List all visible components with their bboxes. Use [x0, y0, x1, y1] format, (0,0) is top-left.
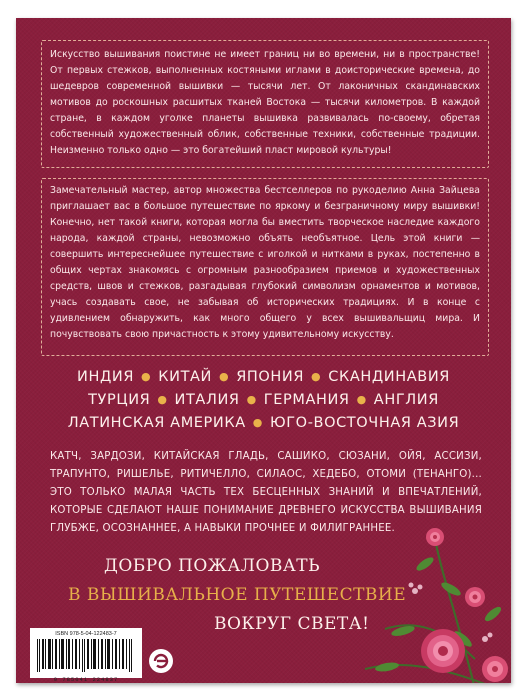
separator-dot-icon: ●	[157, 393, 168, 406]
country-germany: ГЕРМАНИЯ	[263, 392, 350, 408]
countries-row-1	[16, 366, 511, 389]
intro-text	[50, 47, 480, 159]
separator-dot-icon: ●	[311, 370, 322, 383]
country-italy: ИТАЛИЯ	[174, 392, 240, 408]
barcode	[30, 628, 142, 683]
welcome-line-3: ВОКРУГ СВЕТА!	[214, 614, 370, 634]
country-latin-america: ЛАТИНСКАЯ АМЕРИКА	[67, 415, 246, 431]
separator-dot-icon: ●	[246, 393, 257, 406]
separator-dot-icon: ●	[141, 370, 152, 383]
isbn-text: ISBN 978-5-04-122483-7	[55, 631, 117, 637]
barcode-bars-icon	[35, 639, 135, 672]
country-india: ИНДИЯ	[77, 369, 135, 385]
country-china: КИТАЙ	[158, 369, 212, 385]
intro-paragraph-2: Замечательный мастер, автор множества бестселлеров по рукоделию Анна Зайцева приглашает вас в большое путешествие по яркому и безграничному миру вышивки! Конечно, нет такой книги, которая могла бы вместить творческое наследие каждого народа, каждой страны, невозможно объять необъятное. Цель этой книги — совершить интереснейшее путешествие с иголкой и нитками в руках, постепенно в общих чертах знакомясь с огромным разнообразием приемов и художественных средств, швов и стежков, разгадывая глубокий символизм орнаментов и мотивов, учась создавать свое, не забывая об исторических традициях. И в конце с удивлением обнаружить, как много общего у всех вышивальщиц мира. И почувствовать свою причастность к этому удивительному искусству.	[50, 185, 480, 340]
intro-frame	[41, 40, 489, 168]
description-frame	[41, 178, 489, 356]
country-southeast-asia: ЮГО-ВОСТОЧНАЯ АЗИЯ	[269, 415, 460, 431]
intro-paragraph-1: Искусство вышивания поистине не имеет границ ни во времени, ни в пространстве! От первых стежков, выполненных костяными иглами в доисторические времена, до шедевров современной вышивки — тысячи лет. От лаконичных скандинавских мотивов до роскошных расшитых тканей Востока — тысячи километров. В каждой стране, в каждом уголке планеты вышивка развивалась по-своему, обретая собственный художественный облик, собственные техники, собственные традиции. Неизменно только одно — это богатейший пласт мировой культуры!	[50, 49, 480, 156]
country-scandinavia: СКАНДИНАВИЯ	[328, 369, 450, 385]
techniques-text: КАТЧ, ЗАРДОЗИ, КИТАЙСКАЯ ГЛАДЬ, САШИКО, СЮЗАНИ, ОЙЯ, АССИЗИ, ТРАПУНТО, РИШЕЛЬЕ, РИТИЧЕЛЛО, СИЛАОС, ХЕДЕБО, ОТОМИ (ТЕНАНГО)... ЭТО ТОЛЬКО МАЛАЯ ЧАСТЬ ТЕХ БЕСЦЕННЫХ ЗНАНИЙ И ВПЕЧАТЛЕНИЙ, КОТОРЫЕ СДЕЛАЮТ НАШЕ ПОНИМАНИЕ ДРЕВНЕГО ИСКУССТВА ВЫШИВАНИЯ ГЛУБЖЕ, ОСОЗНАННЕЕ, А НАВЫКИ ПРОЧНЕЕ И ФИЛИГРАННЕЕ.	[50, 451, 482, 534]
separator-dot-icon: ●	[219, 370, 230, 383]
countries-row-2	[16, 389, 511, 412]
welcome-line-1: ДОБРО ПОЖАЛОВАТЬ	[104, 556, 321, 576]
country-england: АНГЛИЯ	[373, 392, 439, 408]
separator-dot-icon: ●	[356, 393, 367, 406]
embroidered-flowers-icon	[325, 519, 511, 683]
description-text	[50, 183, 480, 343]
separator-dot-icon: ●	[252, 416, 263, 429]
countries-list	[16, 366, 511, 435]
publisher-logo-icon	[148, 648, 174, 674]
country-japan: ЯПОНИЯ	[236, 369, 305, 385]
countries-row-3	[16, 412, 511, 435]
barcode-number: 9 785041 224837	[53, 676, 119, 683]
back-cover	[16, 18, 511, 683]
welcome-line-2: В ВЫШИВАЛЬНОЕ ПУТЕШЕСТВИЕ	[68, 585, 407, 605]
country-turkey: ТУРЦИЯ	[88, 392, 151, 408]
